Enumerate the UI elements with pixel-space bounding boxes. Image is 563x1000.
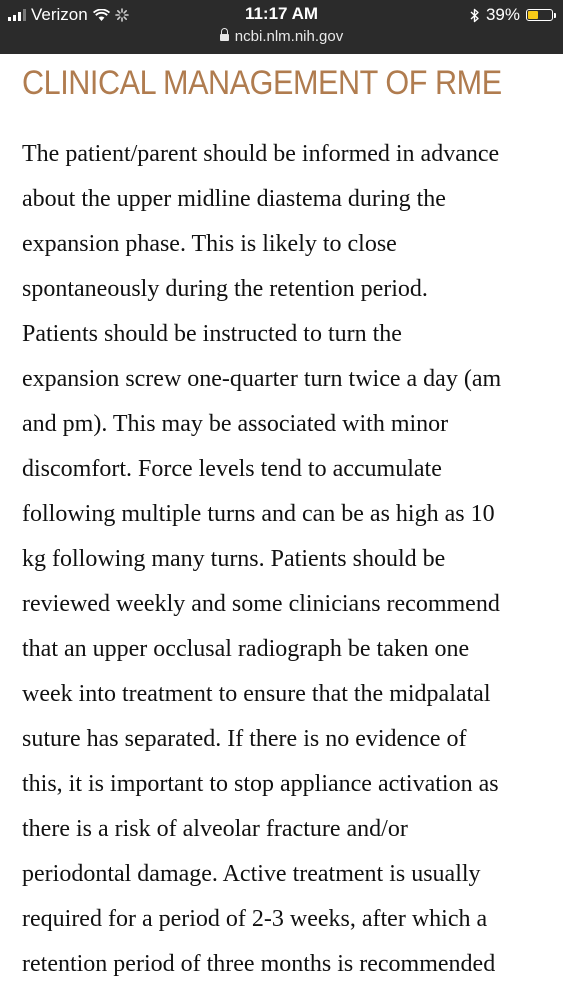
device-status — [470, 5, 553, 25]
paragraph-line: week into treatment to ensure that the midpalatal — [22, 681, 491, 707]
paragraph-line: periodontal damage. Active treatment is usually — [22, 861, 481, 887]
paragraph-line: expansion screw one-quarter turn twice a day (am — [22, 366, 502, 392]
paragraph-line: kg following many turns. Patients should be — [22, 546, 446, 572]
section-heading: CLINICAL MANAGEMENT OF RME — [22, 64, 502, 102]
battery-percent: 39% — [485, 5, 520, 24]
paragraph-line: Patients should be instructed to turn the — [22, 321, 402, 347]
article-body — [22, 132, 552, 987]
paragraph-line: this, it is important to stop appliance activation as — [22, 771, 499, 797]
status-time: 11:17 AM — [244, 4, 319, 23]
paragraph-line: retention period of three months is recommended — [22, 951, 496, 977]
bluetooth-icon — [470, 8, 480, 23]
paragraph-line: reviewed weekly and some clinicians recommend — [22, 591, 500, 617]
paragraph-line: about the upper midline diastema during the — [22, 186, 446, 212]
battery-level-fill — [528, 11, 538, 19]
paragraph-line: and pm). This may be associated with minor — [22, 411, 449, 437]
paragraph-line: that an upper occlusal radiograph be taken one — [22, 636, 470, 662]
paragraph-line: suture has separated. If there is no evidence of — [22, 726, 467, 752]
paragraph-line: The patient/parent should be informed in advance — [22, 141, 500, 167]
paragraph-line: discomfort. Force levels tend to accumulate — [22, 456, 442, 482]
battery-icon — [526, 9, 553, 21]
paragraph-line: following multiple turns and can be as high as 10 — [22, 501, 495, 527]
carrier-name: Verizon — [31, 5, 88, 24]
paragraph-line: there is a risk of alveolar fracture and/or — [22, 816, 408, 842]
address-bar[interactable] — [0, 28, 563, 45]
paragraph-line: spontaneously during the retention period. — [22, 276, 428, 302]
url-text: ncbi.nlm.nih.gov — [234, 28, 344, 45]
paragraph-line: expansion phase. This is likely to close — [22, 231, 397, 257]
lock-icon — [220, 34, 229, 41]
status-bar — [0, 0, 563, 54]
paragraph-line: required for a period of 2-3 weeks, after which a — [22, 906, 488, 932]
